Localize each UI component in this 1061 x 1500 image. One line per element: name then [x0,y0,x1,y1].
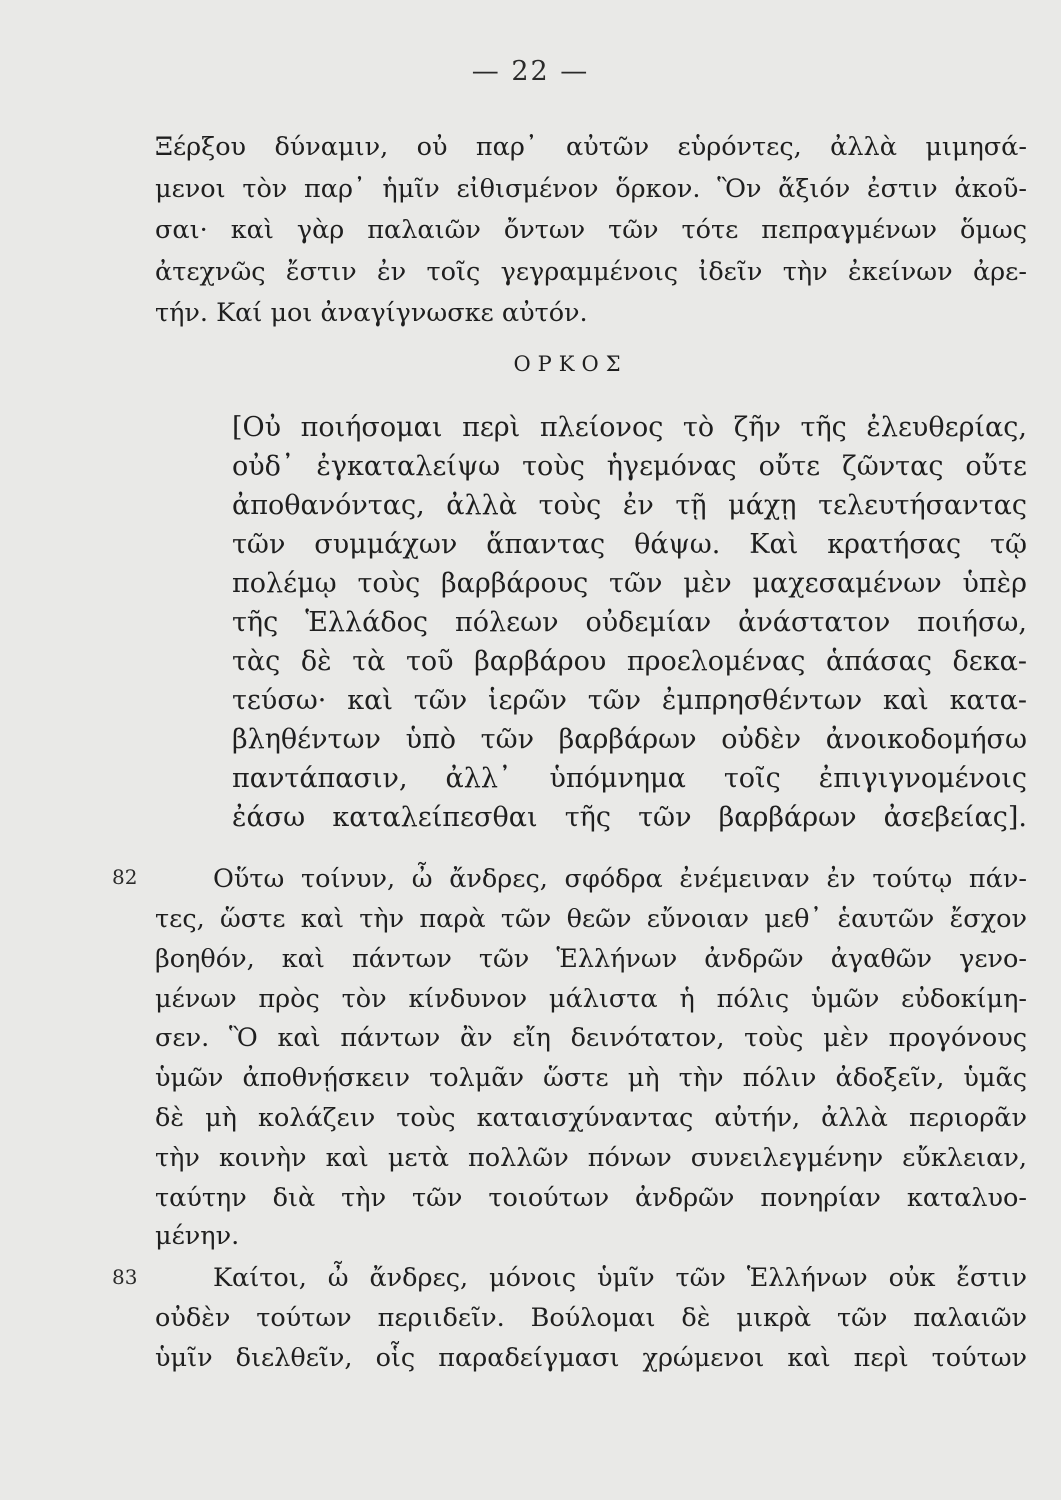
oath-line: πολέμῳ τοὺς βαρβάρους τῶν μὲν μαχεσαμένων ὑπὲρ [232,568,1027,599]
text-line: σαι· καὶ γὰρ παλαιῶν ὄντων τῶν τότε πεπραγμένων ὅμως [155,215,1027,245]
page-number: — 22 — [471,56,590,87]
oath-heading: ΟΡΚΟΣ [513,352,628,376]
oath-line: βληθέντων ὑπὸ τῶν βαρβάρων οὐδὲν ἀνοικοδομήσω [232,724,1027,755]
text-line: μένην. [155,1221,240,1251]
text-line: δὲ μὴ κολάζειν τοὺς καταισχύναντας αὐτήν, ἀλλὰ περιορᾶν [155,1103,1027,1133]
text-line: Ξέρξου δύναμιν, οὐ παρ᾽ αὐτῶν εὑρόντες, ἀλλὰ μιμησά- [155,132,1027,162]
text-line: μένων πρὸς τὸν κίνδυνον μάλιστα ἡ πόλις ὑμῶν εὐδοκίμη- [155,984,1027,1014]
text-line: Καίτοι, ὦ ἄνδρες, μόνοις ὑμῖν τῶν Ἑλλήνων οὐκ ἔστιν [213,1263,1027,1293]
text-line: οὐδὲν τούτων περιιδεῖν. Βούλομαι δὲ μικρὰ τῶν παλαιῶν [155,1303,1027,1333]
oath-line: [Οὐ ποιήσομαι περὶ πλείονος τὸ ζῆν τῆς ἐλευθερίας, [232,412,1027,443]
text-line: τες, ὥστε καὶ τὴν παρὰ τῶν θεῶν εὔνοιαν μεθ᾽ ἑαυτῶν ἔσχον [155,904,1027,934]
oath-line: τεύσω· καὶ τῶν ἱερῶν τῶν ἐμπρησθέντων καὶ κατα- [232,685,1027,716]
text-line: ἀτεχνῶς ἔστιν ἐν τοῖς γεγραμμένοις ἰδεῖν τὴν ἐκείνων ἀρε- [155,257,1027,287]
text-line: σεν. Ὃ καὶ πάντων ἂν εἴη δεινότατον, τοὺς μὲν προγόνους [155,1023,1027,1053]
oath-line: οὐδ᾽ ἐγκαταλείψω τοὺς ἡγεμόνας οὔτε ζῶντας οὔτε [232,451,1027,482]
text-line: μενοι τὸν παρ᾽ ἡμῖν εἰθισμένον ὅρκον. Ὃν ἄξιόν ἐστιν ἀκοῦ- [155,174,1027,204]
oath-line: παντάπασιν, ἀλλ᾽ ὑπόμνημα τοῖς ἐπιγιγνομένοις [232,763,1027,794]
text-line: βοηθόν, καὶ πάντων τῶν Ἑλλήνων ἀνδρῶν ἀγαθῶν γενο- [155,944,1027,974]
section-number-83: 83 [112,1265,138,1289]
text-line: ταύτην διὰ τὴν τῶν τοιούτων ἀνδρῶν πονηρίαν καταλυο- [155,1183,1027,1213]
oath-line: τῆς Ἑλλάδος πόλεων οὐδεμίαν ἀνάστατον ποιήσω, [232,607,1027,638]
oath-line: ἀποθανόντας, ἀλλὰ τοὺς ἐν τῇ μάχῃ τελευτήσαντας [232,490,1027,521]
text-line: ὑμῶν ἀποθνῄσκειν τολμᾶν ὥστε μὴ τὴν πόλιν ἀδοξεῖν, ὑμᾶς [155,1063,1027,1093]
oath-line: τῶν συμμάχων ἅπαντας θάψω. Καὶ κρατήσας τῷ [232,529,1027,560]
oath-line: τὰς δὲ τὰ τοῦ βαρβάρου προελομένας ἁπάσας δεκα- [232,646,1027,677]
text-line: τήν. Καί μοι ἀναγίγνωσκε αὐτόν. [155,298,588,328]
text-line: ὑμῖν διελθεῖν, οἷς παραδείγμασι χρώμενοι καὶ περὶ τούτων [155,1343,1027,1373]
text-line: Οὕτω τοίνυν, ὦ ἄνδρες, σφόδρα ἐνέμειναν ἐν τούτῳ πάν- [213,864,1027,894]
section-number-82: 82 [112,865,138,889]
oath-line: ἐάσω καταλείπεσθαι τῆς τῶν βαρβάρων ἀσεβείας]. [232,802,1027,833]
text-line: τὴν κοινὴν καὶ μετὰ πολλῶν πόνων συνειλεγμένην εὔκλειαν, [155,1143,1027,1173]
